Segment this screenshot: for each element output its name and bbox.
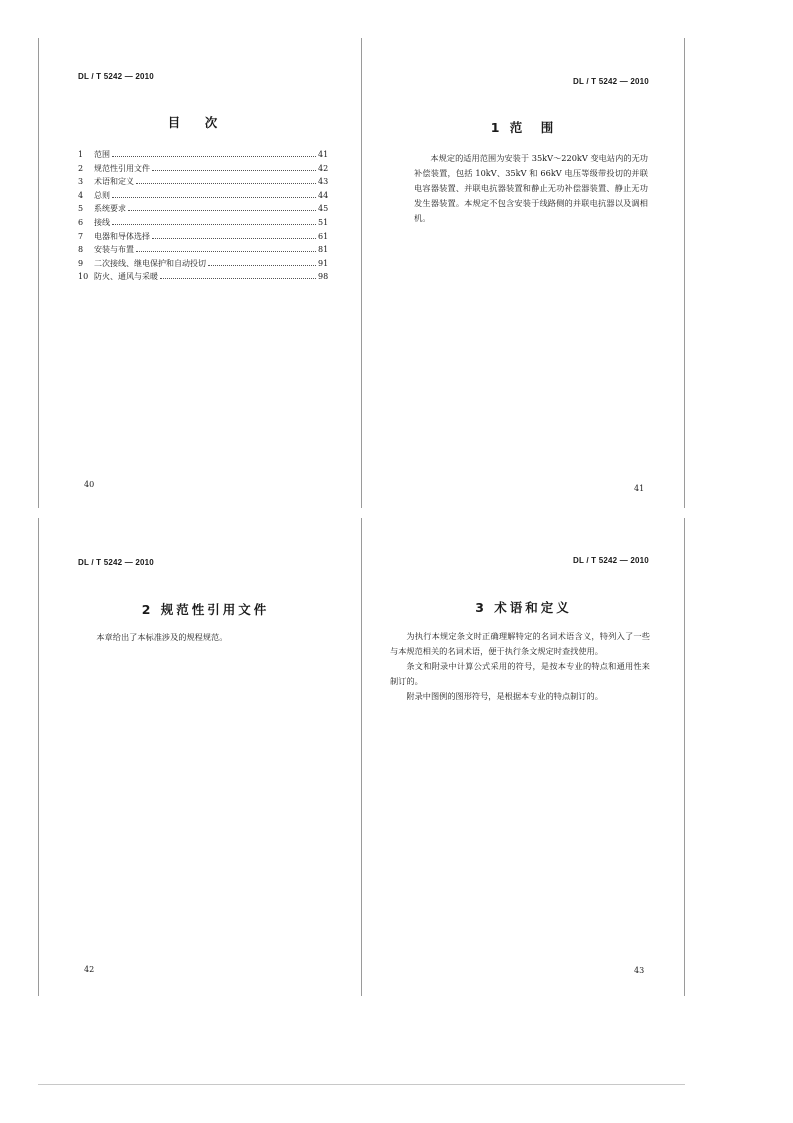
toc-entry-page: 43 — [318, 177, 329, 187]
toc-leader-dots — [152, 169, 316, 171]
toc-entry-number: 6 — [78, 217, 84, 227]
toc-entry-page: 98 — [318, 272, 329, 282]
toc-entry — [78, 270, 328, 284]
toc-leader-dots — [208, 264, 316, 266]
toc-entry-label: 安装与布置 — [94, 245, 134, 255]
toc-leader-dots — [136, 182, 316, 184]
toc-leader-dots — [136, 250, 316, 252]
terms-paragraph-3: 附录中图例的图形符号，是根据本专业的特点制订的。 — [406, 691, 603, 701]
page-number: 43 — [634, 966, 645, 975]
toc-entry-page: 81 — [318, 245, 329, 255]
toc-entry-page: 44 — [318, 190, 329, 200]
page-header: DL / T 5242 — 2010 — [78, 72, 154, 81]
scope-text: 本规定的适用范围为安装于 35kV～220kV 变电站内的无功补偿装置，包括 10kV、35kV 和 66kV 电压等级带投切的并联电容器装置、并联电抗器装置和静止无功补偿器装置、静止无功发生器装置。本规定不包含安装于线路侧的并联电抗器以及调相机。 — [414, 153, 648, 223]
toc-entry-number: 5 — [78, 204, 84, 214]
toc-entry — [78, 175, 328, 189]
toc-entry-page: 45 — [318, 204, 329, 214]
toc-entry-page: 51 — [318, 217, 329, 227]
toc-entry-label: 系统要求 — [94, 204, 126, 214]
page-header: DL / T 5242 — 2010 — [78, 558, 154, 567]
toc-entry — [78, 189, 328, 203]
toc-leader-dots — [112, 223, 316, 225]
toc-entry — [78, 257, 328, 271]
page-title: 2 规范性引用文件 — [141, 602, 270, 617]
page-43-terms — [362, 518, 685, 996]
page-40-contents — [0, 0, 361, 508]
toc-entry-number: 9 — [78, 258, 84, 268]
page-header: DL / T 5242 — 2010 — [573, 77, 649, 86]
toc-entry-page: 41 — [318, 150, 329, 159]
page-number: 41 — [634, 484, 645, 493]
toc-entry — [78, 230, 328, 244]
toc-entry-number: 2 — [78, 163, 84, 173]
page-header: DL / T 5242 — 2010 — [573, 556, 649, 565]
body-paragraph — [80, 630, 320, 645]
toc-entry-label: 范围 — [94, 150, 110, 159]
page-title: 1 范 围 — [490, 120, 557, 135]
toc-entry — [78, 216, 328, 230]
page-number: 40 — [84, 480, 95, 489]
toc-entry-label: 总则 — [94, 190, 110, 200]
page-title: 3 术语和定义 — [475, 600, 572, 615]
terms-paragraph-2: 条文和附录中计算公式采用的符号，是按本专业的特点和通用性来制订的。 — [390, 661, 650, 686]
body-paragraphs — [390, 629, 650, 704]
toc-entry-label: 接线 — [94, 217, 110, 227]
toc-leader-dots — [128, 209, 316, 211]
toc-entry-label: 二次接线、继电保护和自动投切 — [94, 258, 206, 268]
toc-entry-page: 42 — [318, 163, 329, 173]
toc-entry — [78, 148, 328, 162]
toc-entry — [78, 162, 328, 176]
toc-entry-number: 4 — [78, 190, 84, 200]
page-title: 目 次 — [167, 115, 224, 130]
toc-entry-number: 10 — [78, 272, 89, 282]
toc-list — [78, 148, 328, 284]
page-42-references — [0, 518, 361, 996]
toc-leader-dots — [112, 196, 316, 198]
page-number: 42 — [84, 965, 95, 974]
toc-entry-label: 电器和导体选择 — [94, 231, 150, 241]
toc-entry-label: 术语和定义 — [94, 177, 134, 187]
references-text: 本章给出了本标准涉及的规程规范。 — [96, 632, 228, 642]
toc-entry-number: 1 — [78, 150, 84, 159]
toc-entry — [78, 243, 328, 257]
bottom-rule — [38, 1084, 685, 1085]
toc-entry-label: 规范性引用文件 — [94, 163, 150, 173]
toc-entry-number: 7 — [78, 231, 84, 241]
toc-entry — [78, 202, 328, 216]
toc-leader-dots — [112, 155, 316, 157]
toc-entry-number: 3 — [78, 177, 84, 187]
toc-entry-page: 61 — [318, 231, 329, 241]
body-paragraph — [414, 151, 648, 226]
toc-leader-dots — [160, 277, 316, 279]
toc-entry-page: 91 — [318, 258, 329, 268]
page-41-scope — [362, 0, 685, 508]
toc-entry-label: 防火、通风与采暖 — [94, 272, 158, 282]
toc-leader-dots — [152, 237, 316, 239]
terms-paragraph-1: 为执行本规定条文时正确理解特定的名词术语含义，特列入了一些与本规范相关的名词术语，便于执行条文规定时查找使用。 — [390, 631, 650, 656]
toc-entry-number: 8 — [78, 245, 84, 255]
